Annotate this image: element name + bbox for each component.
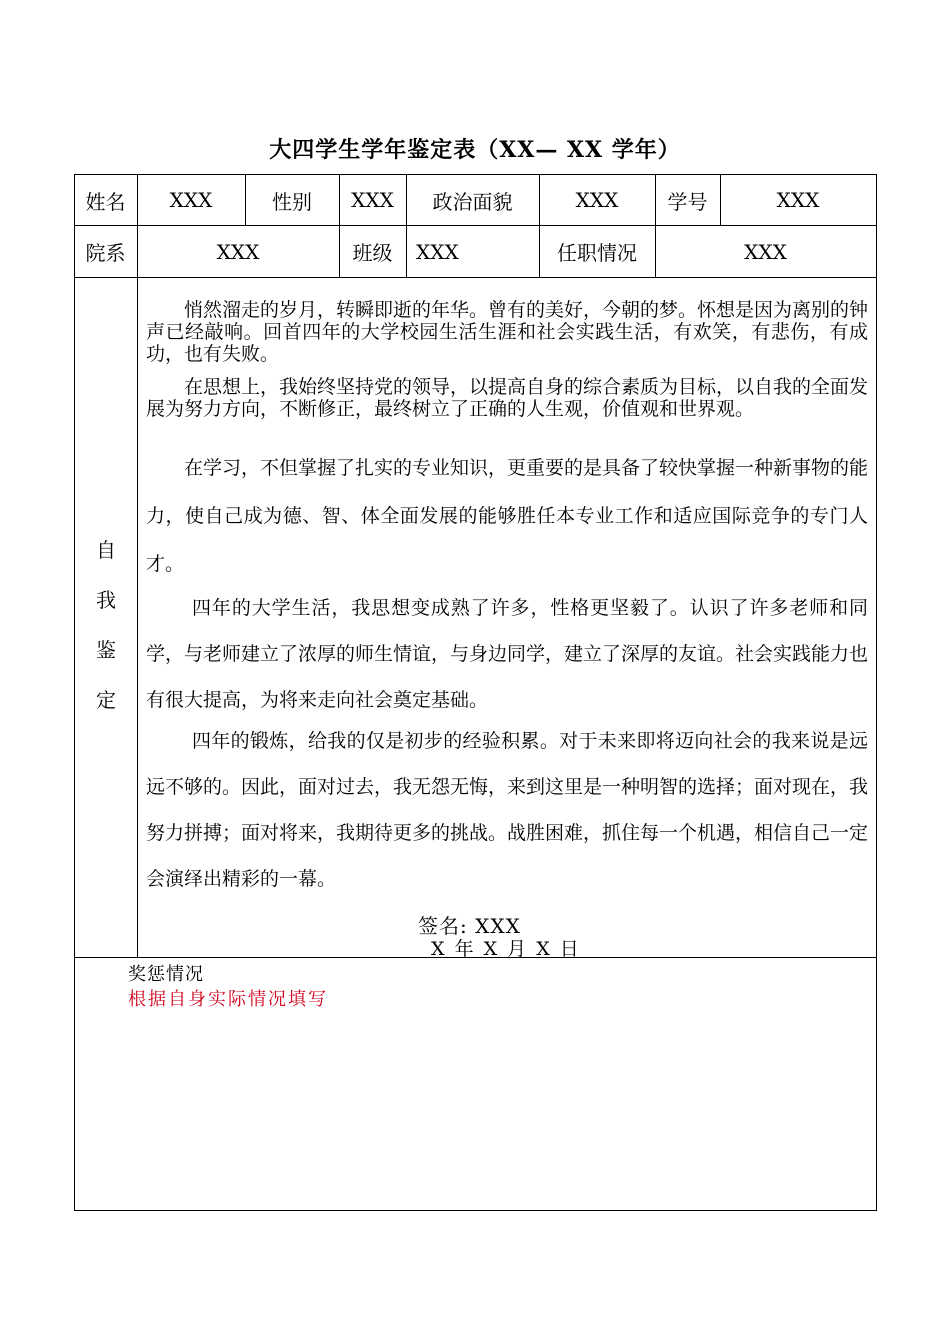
class-label: 班级 bbox=[352, 241, 393, 265]
self-assessment-label-char: 定 bbox=[96, 688, 116, 712]
row-divider bbox=[74, 277, 877, 278]
self-assessment-label-char: 自 bbox=[96, 538, 116, 562]
student-id-label: 学号 bbox=[667, 189, 708, 214]
self-assessment-paragraph: 悄然溜走的岁月，转瞬即逝的年华。曾有的美好，今朝的梦。怀想是因为离别的钟声已经敲响。回首四年的大学校园生活生涯和社会实践生活，有欢笑，有悲伤，有成功，也有失败。 bbox=[146, 299, 869, 365]
class-value: XXX bbox=[416, 239, 459, 264]
awards-note: 根据自身实际情况填写 bbox=[128, 989, 328, 1010]
signature-date: X 年 X 月 X 日 bbox=[431, 938, 581, 960]
self-assessment-label bbox=[75, 525, 137, 725]
name-value: XXX bbox=[169, 188, 213, 212]
self-assessment-paragraph: 四年的大学生活，我思想变成熟了许多，性格更坚毅了。认识了许多老师和同学，与老师建立了浓厚的师生情谊，与身边同学，建立了深厚的友谊。社会实践能力也有很大提高，为将来走向社会奠定基础。 bbox=[146, 597, 869, 711]
gender-label: 性别 bbox=[272, 189, 312, 214]
signature: 签名: XXX bbox=[418, 914, 521, 938]
self-assessment-paragraph: 在学习，不但掌握了扎实的专业知识，更重要的是具备了较快掌握一种新事物的能力，使自己成为德、智、体全面发展的能够胜任本专业工作和适应国际竞争的专门人才。 bbox=[146, 457, 869, 575]
column-divider bbox=[137, 174, 138, 957]
self-assessment-label-char: 我 bbox=[96, 588, 116, 612]
student-id-value: XXX bbox=[776, 188, 820, 212]
political-status-label: 政治面貌 bbox=[432, 189, 513, 214]
position-value: XXX bbox=[744, 239, 787, 264]
self-assessment-paragraph: 在思想上，我始终坚持党的领导，以提高自身的综合素质为目标，以自我的全面发展为努力方向，不断修正，最终树立了正确的人生观，价值观和世界观。 bbox=[146, 376, 869, 420]
department-label: 院系 bbox=[85, 241, 126, 265]
position-label: 任职情况 bbox=[557, 241, 637, 265]
gender-value: XXX bbox=[351, 188, 394, 212]
self-assessment-paragraph: 四年的锻炼，给我的仅是初步的经验积累。对于未来即将迈向社会的我来说是远远不够的。因此，面对过去，我无怨无悔，来到这里是一种明智的选择；面对现在，我努力拼搏；面对将来，我期待更多的挑战。战胜困难，抓住每一个机遇，相信自己一定会演绎出精彩的一幕。 bbox=[146, 730, 869, 890]
awards-label: 奖惩情况 bbox=[128, 964, 204, 985]
political-status-value: XXX bbox=[575, 188, 619, 212]
form-title: 大四学生学年鉴定表（XX— XX 学年） bbox=[269, 137, 681, 163]
department-value: XXX bbox=[216, 239, 260, 264]
self-assessment-label-char: 鉴 bbox=[96, 638, 116, 662]
name-label: 姓名 bbox=[85, 189, 126, 214]
